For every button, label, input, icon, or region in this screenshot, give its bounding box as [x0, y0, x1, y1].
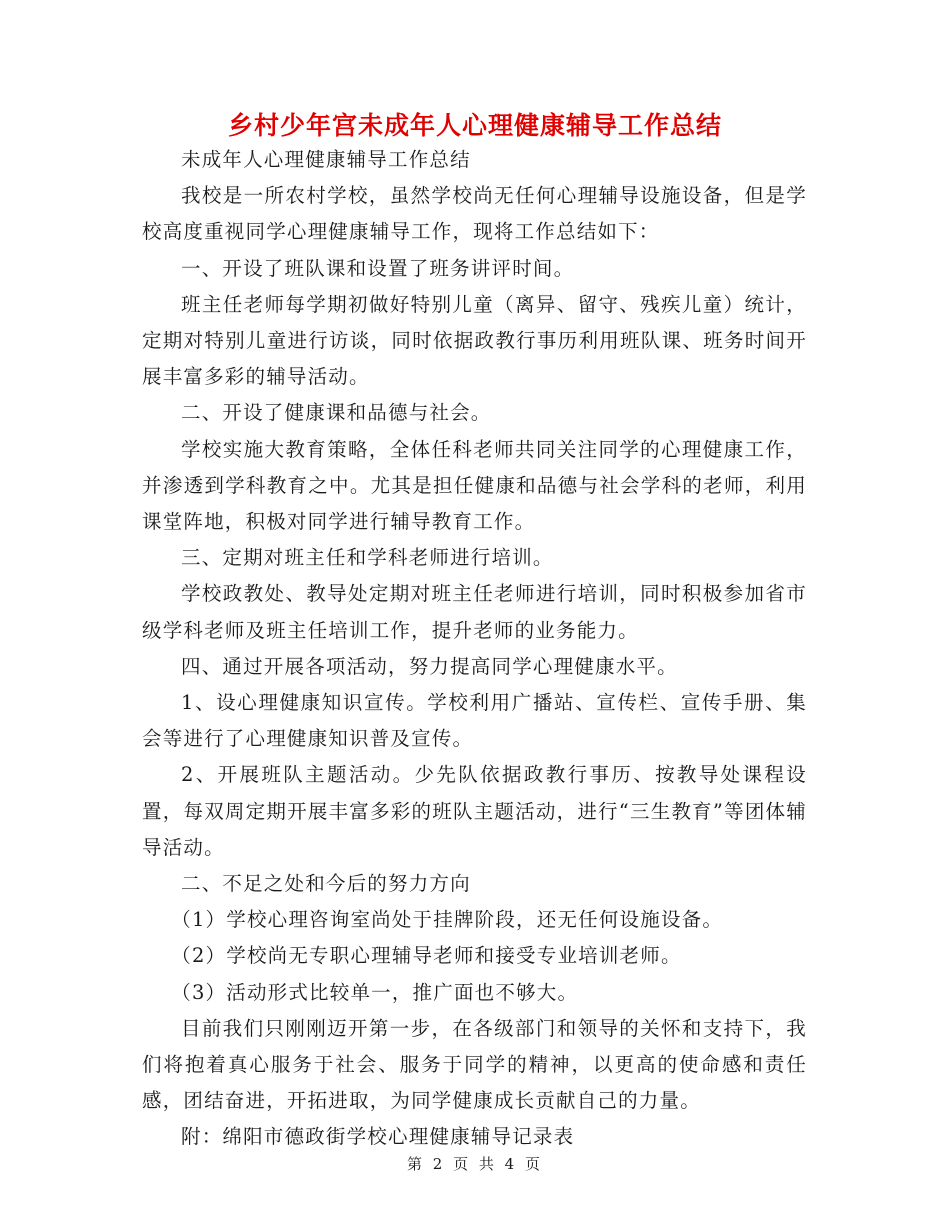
- shortcoming-item-1: （1）学校心理咨询室尚处于挂牌阶段，还无任何设施设备。: [171, 908, 724, 932]
- paragraph-item-2: 2、开展班队主题活动。少先队依据政教行事历、按教导处课程设置，每双周定期开展丰富多彩的班队主题活动，进行“三生教育”等团体辅导活动。: [142, 763, 807, 859]
- section-heading-2: 二、开设了健康课和品德与社会。: [181, 401, 492, 425]
- paragraph-section-2: 学校实施大教育策略，全体任科老师共同关注同学的心理健康工作，并渗透到学科教育之中。尤其是担任健康和品德与社会学科的老师，利用课堂阵地，积极对同学进行辅导教育工作。: [142, 437, 807, 534]
- section-heading-3: 三、定期对班主任和学科老师进行培训。: [181, 546, 554, 570]
- paragraph-section-3: 学校政教处、教导处定期对班主任老师进行培训，同时积极参加省市级学科老师及班主任培训工作，提升老师的业务能力。: [142, 582, 807, 642]
- document-body: [142, 142, 807, 1156]
- shortcoming-item-2: （2）学校尚无专职心理辅导老师和接受专业培训老师。: [171, 944, 682, 968]
- section-heading-shortcomings: 二、不足之处和今后的努力方向: [181, 872, 471, 896]
- shortcoming-item-3: （3）活动形式比较单一，推广面也不够大。: [171, 980, 579, 1004]
- paragraph-section-1: 班主任老师每学期初做好特别儿童（离异、留守、残疾儿童）统计，定期对特别儿童进行访谈，同时依据政教行事历利用班队课、班务时间开展丰富多彩的辅导活动。: [142, 292, 807, 389]
- paragraph-subtitle: 未成年人心理健康辅导工作总结: [181, 148, 471, 171]
- page-footer: 第 2 页 共 4 页: [407, 1155, 543, 1173]
- section-heading-1: 一、开设了班队课和设置了班务讲评时间。: [181, 256, 575, 280]
- paragraph-intro: 我校是一所农村学校，虽然学校尚无任何心理辅导设施设备，但是学校高度重视同学心理健康辅导工作，现将工作总结如下：: [142, 184, 807, 244]
- document-title: 乡村少年宫未成年人心理健康辅导工作总结: [227, 111, 722, 140]
- section-heading-4: 四、通过开展各项活动，努力提高同学心理健康水平。: [181, 654, 678, 678]
- paragraph-appendix: 附：绵阳市德政街学校心理健康辅导记录表: [181, 1125, 575, 1149]
- paragraph-conclusion: 目前我们只刚刚迈开第一步，在各级部门和领导的关怀和支持下，我们将抱着真心服务于社会、服务于同学的精神，以更高的使命感和责任感，团结奋进，开拓进取，为同学健康成长贡献自己的力量。: [142, 1016, 807, 1113]
- paragraph-item-1: 1、设心理健康知识宣传。学校利用广播站、宣传栏、宣传手册、集会等进行了心理健康知识普及宣传。: [142, 691, 807, 751]
